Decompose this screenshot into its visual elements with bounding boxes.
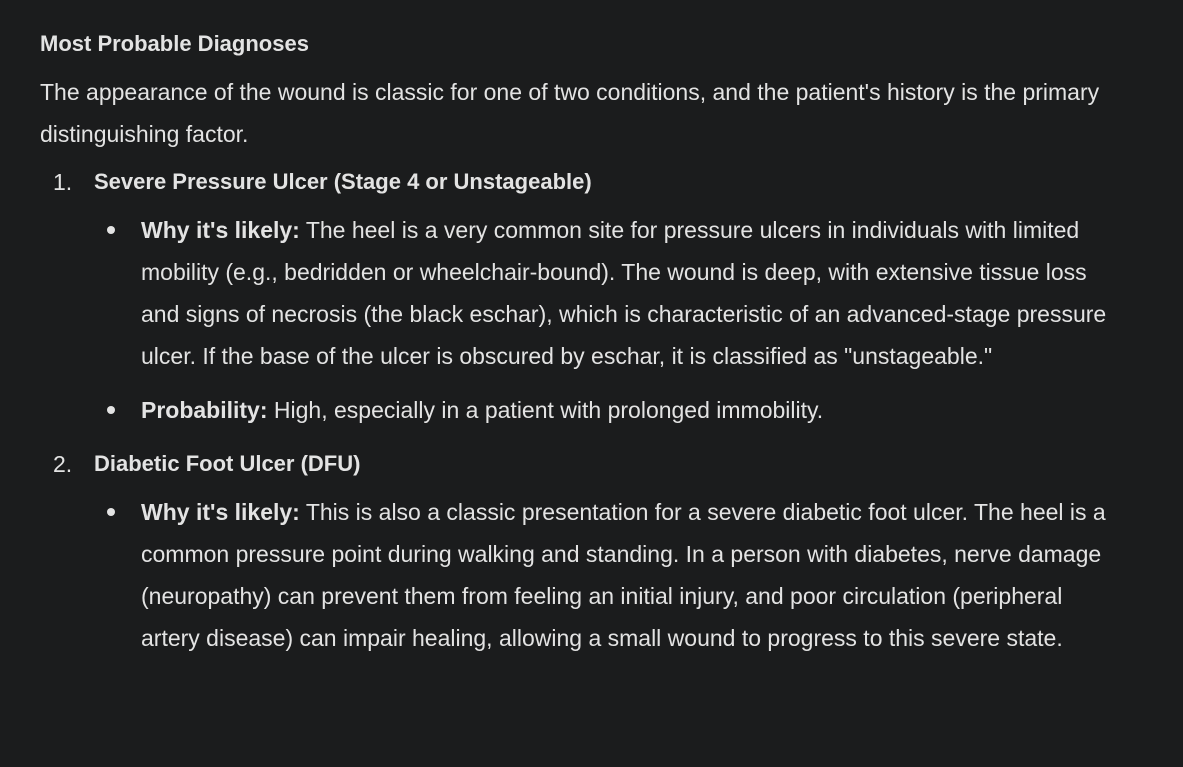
point-label: Why it's likely: bbox=[141, 499, 300, 525]
point-label: Probability: bbox=[141, 397, 268, 423]
point-text: High, especially in a patient with prolonged immobility. bbox=[267, 397, 824, 423]
list-number: 2. bbox=[53, 451, 73, 477]
point-text: The heel is a very common site for pressure ulcers in individuals with limited mobility (e.g., bedridden or wheelchair-bound). The wound is deep, with extensive tissue loss and signs of necrosis (the black eschar), which is characteristic of an advanced-stage pressure ulcer. If the base of the ulcer is obscured by eschar, it is classified as "unstageable." bbox=[141, 217, 1107, 369]
point-label: Why it's likely: bbox=[141, 217, 300, 243]
list-number: 1. bbox=[53, 169, 73, 195]
list-item bbox=[94, 389, 1111, 431]
diagnosis-points bbox=[94, 491, 1150, 659]
diagnosis-item-pressure-ulcer bbox=[40, 161, 1150, 431]
list-item bbox=[94, 491, 1111, 659]
response-content bbox=[40, 27, 1150, 671]
bottom-fade-overlay bbox=[0, 697, 1183, 767]
diagnosis-title: Diabetic Foot Ulcer (DFU) bbox=[94, 451, 361, 476]
section-heading: Most Probable Diagnoses bbox=[40, 31, 309, 56]
bullet-icon bbox=[107, 508, 115, 516]
diagnosis-item-diabetic-ulcer bbox=[40, 443, 1150, 659]
bullet-icon bbox=[107, 226, 115, 234]
diagnosis-list bbox=[40, 161, 1150, 659]
list-item bbox=[94, 209, 1111, 377]
diagnosis-points bbox=[94, 209, 1150, 431]
intro-paragraph: The appearance of the wound is classic for one of two conditions, and the patient's history is the primary distinguishing factor. bbox=[40, 79, 1100, 147]
diagnosis-title: Severe Pressure Ulcer (Stage 4 or Unstageable) bbox=[94, 169, 592, 194]
point-text: This is also a classic presentation for a severe diabetic foot ulcer. The heel is a common pressure point during walking and standing. In a person with diabetes, nerve damage (neuropathy) can prevent them from feeling an initial injury, and poor circulation (peripheral artery disease) can impair healing, allowing a small wound to progress to this severe state. bbox=[141, 499, 1106, 651]
bullet-icon bbox=[107, 406, 115, 414]
